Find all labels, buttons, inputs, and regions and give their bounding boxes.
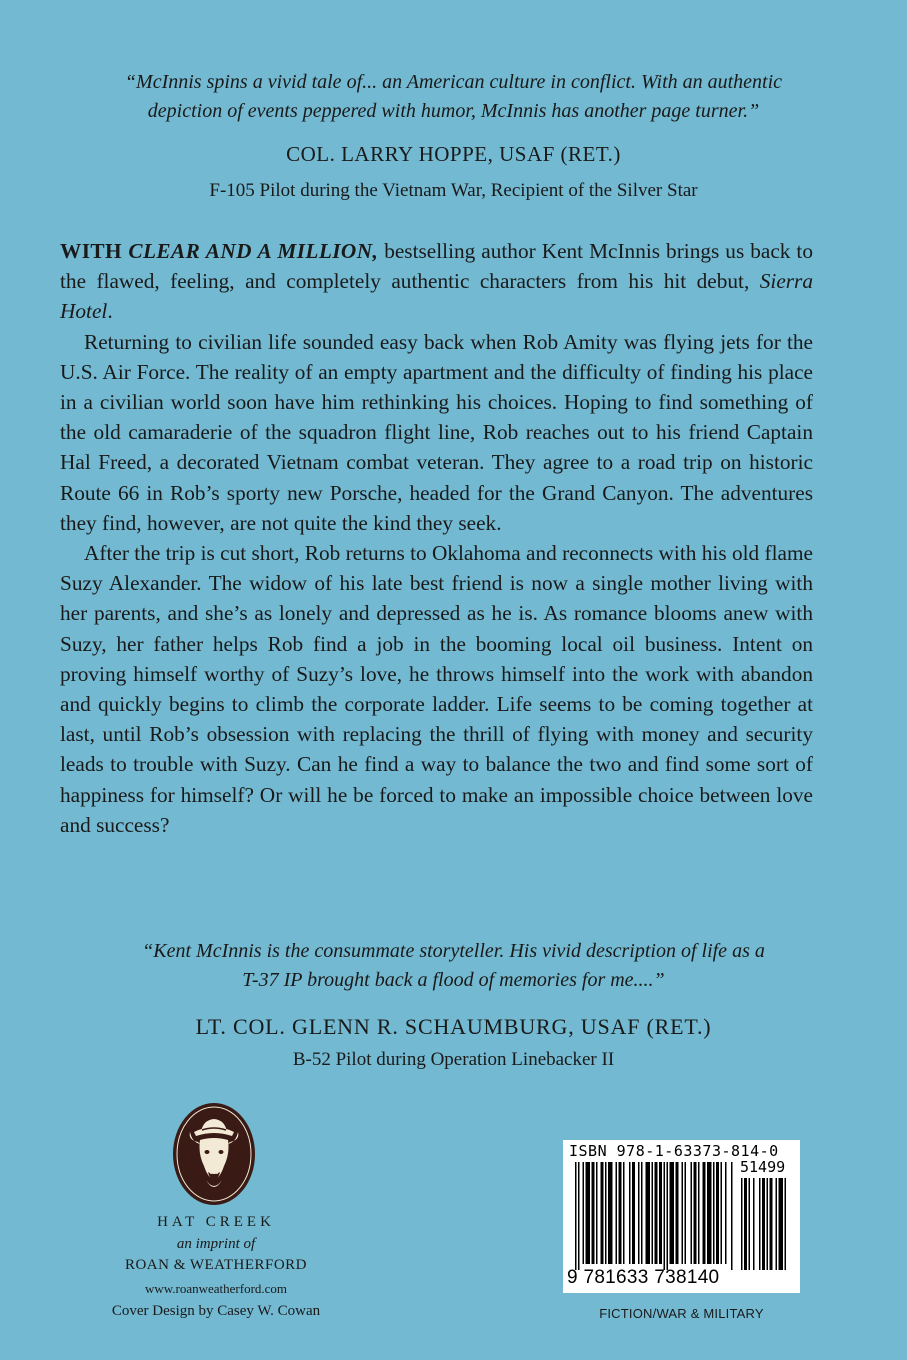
blurb-paragraph-3: After the trip is cut short, Rob returns to Oklahoma and reconnects with his old flame Suzy Alexander. The widow of his late best friend is now a single mother living with her parents, and she’s as lonely and depressed as he is. As romance blooms anew with Suzy, her father helps Rob find a job in the booming local oil business. Intent on proving himself worthy of Suzy’s love, he throws himself into the work with abandon and quickly begins to climb the corporate ladder. Life seems to be coming together at last, until Rob’s obsession with replacing the thrill of flying with money and security leads to trouble with Suzy. Can he find a way to balance the two and find some sort of happiness for himself? Or will he be forced to make an impossible choice between love and success? [60,541,813,837]
bottom-review-name: LT. COL. GLENN R. SCHAUMBURG, USAF (RET.) [195,1014,712,1039]
top-review-quote-line1: “McInnis spins a vivid tale of... an American culture in conflict. With an authentic [124,71,783,93]
top-review-credential: F-105 Pilot during the Vietnam War, Recipient of the Silver Star [209,180,698,201]
isbn-digits: 9 781633 738140 [567,1267,720,1288]
isbn-barcode [563,1140,800,1293]
category-label: FICTION/WAR & MILITARY [599,1306,764,1321]
price-code: 51499 [740,1158,786,1176]
bottom-review-credential: B-52 Pilot during Operation Linebacker II [292,1049,615,1070]
blurb-lead-prefix: WITH [60,239,129,263]
imprint-name: HAT CREEK [157,1214,275,1230]
top-review-name: COL. LARRY HOPPE, USAF (RET.) [286,142,621,166]
imprint-tagline: an imprint of [176,1236,256,1252]
blurb-p1-text: bestselling author Kent McInnis brings us back to the flawed, feeling, and completely authentic characters from his hit debut, [60,239,813,294]
bison-with-hat-icon [172,1102,256,1206]
blurb-paragraph-1 [60,236,813,327]
cover-credit: Cover Design by Casey W. Cowan [111,1303,321,1319]
publisher-website[interactable]: www.roanweatherford.com [144,1281,288,1296]
blurb-debut-title: Sierra Hotel [60,269,813,324]
bottom-review-quote [60,937,847,995]
publisher-name: ROAN & WEATHERFORD [124,1257,308,1273]
blurb-book-title: CLEAR AND A MILLION, [128,239,379,263]
blurb-paragraph-2: Returning to civilian life sounded easy back when Rob Amity was flying jets for the U.S. Air Force. The reality of an empty apartment and the difficulty of finding his place in a civilian world soon have him rethinking his choices. Hoping to find something of the old camaraderie of the squadron flight line, Rob reaches out to his friend Captain Hal Freed, a decorated Vietnam combat veteran. They agree to a road trip on historic Route 66 in Rob’s sporty new Porsche, headed for the Grand Canyon. The adventures they find, however, are not quite the kind they seek. [60,329,813,535]
top-review-quote-line2: depiction of events peppered with humor, McInnis has another page turner.” [147,100,760,122]
book-description [60,236,813,840]
bottom-review-quote-line2: T-37 IP brought back a flood of memories for me....” [242,969,665,991]
blurb-p1-end: . [107,299,113,324]
bottom-review-quote-line1: “Kent McInnis is the consummate storyteller. His vivid description of life as a [142,940,765,962]
isbn-label: ISBN 978-1-63373-814-0 [569,1142,779,1160]
top-review-quote [60,68,847,126]
